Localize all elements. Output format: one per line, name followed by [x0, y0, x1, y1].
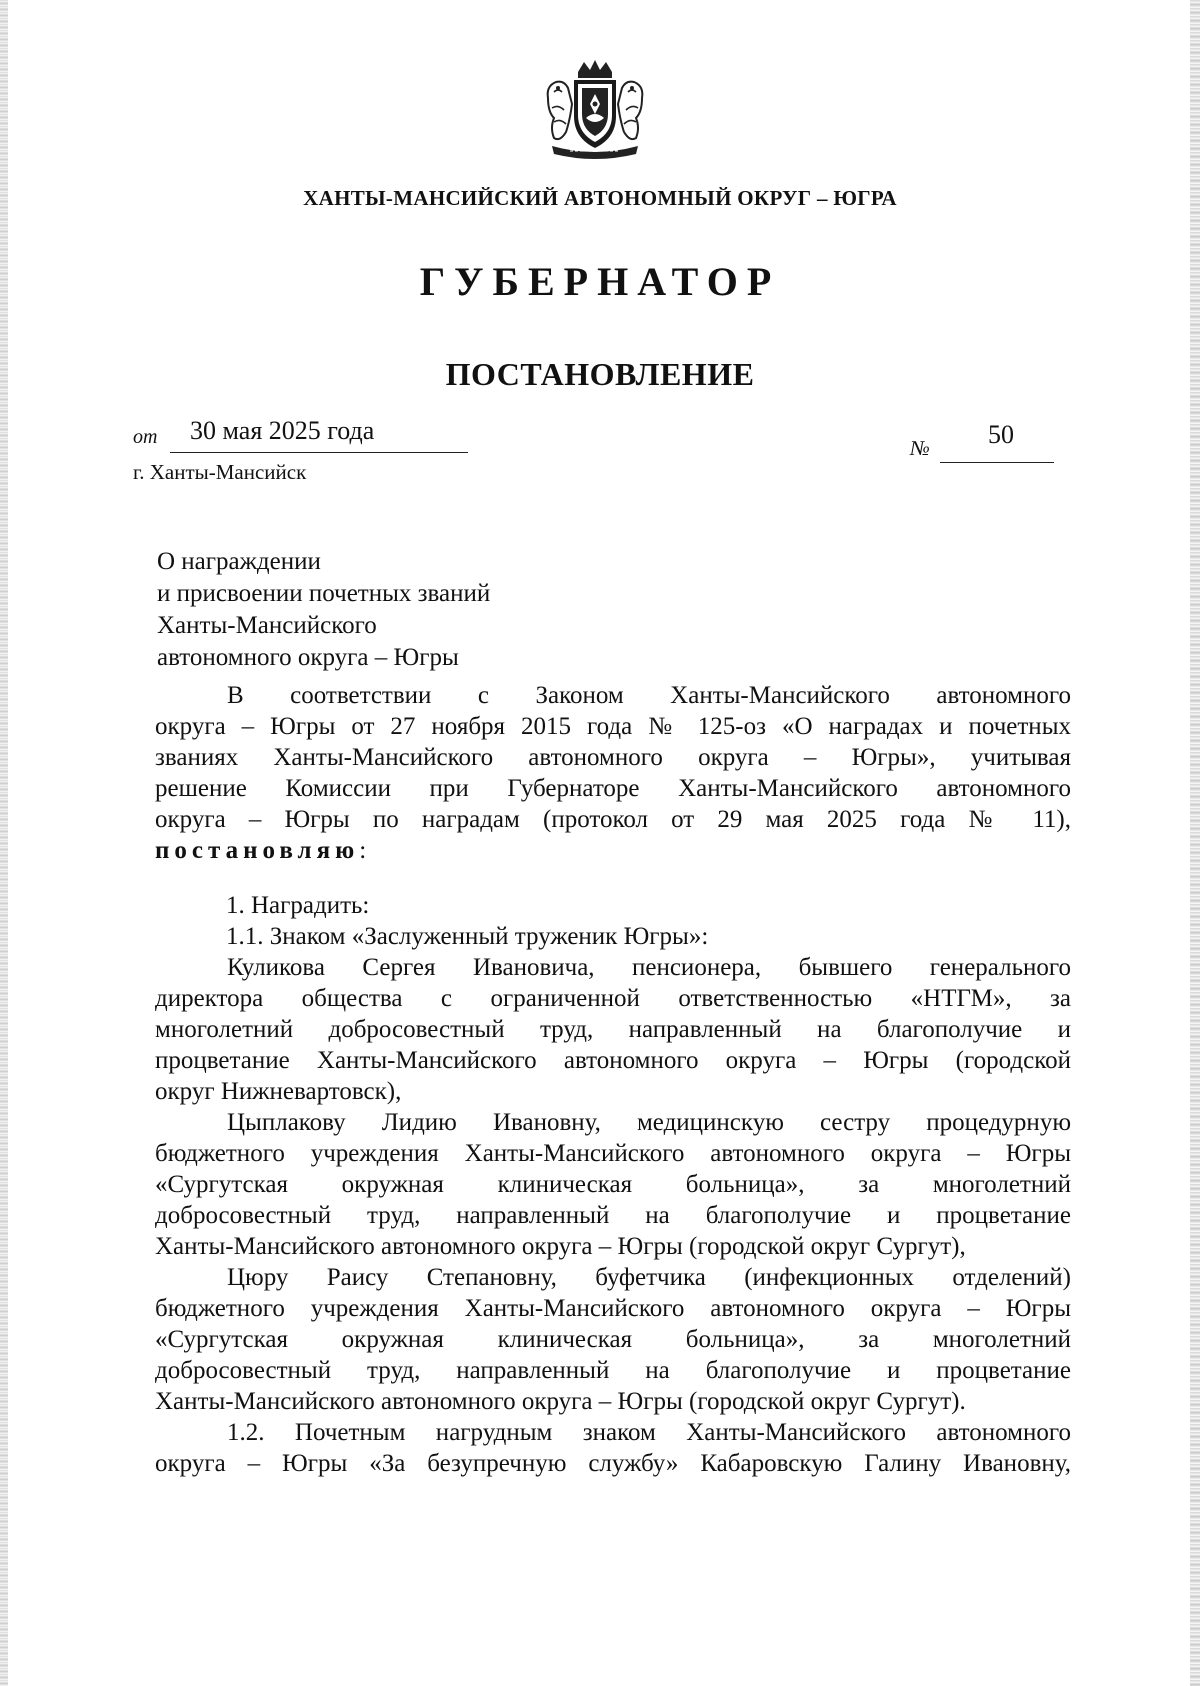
- decree-colon: :: [359, 837, 367, 864]
- preamble-line: званиях Ханты-Мансийского автономного округа – Югры», учитывая: [155, 744, 1071, 771]
- document-subject: [157, 546, 490, 674]
- number-prefix: №: [910, 436, 930, 460]
- coat-of-arms-emblem: [540, 58, 650, 162]
- paragraph-spacer: [155, 866, 1071, 890]
- preamble-line: округа – Югры по наградам (протокол от 29 мая 2025 года № 11),: [155, 806, 1071, 833]
- award-paragraph-line: «Сургутская окружная клиническая больница», за многолетний: [155, 1326, 1071, 1353]
- award-paragraph-line: многолетний добросовестный труд, направленный на благополучие и: [155, 1016, 1071, 1043]
- award-paragraph-line: Цюру Раису Степановну, буфетчика (инфекционных отделений): [227, 1264, 1071, 1291]
- scan-edge-left: [0, 0, 8, 1686]
- award-paragraph-line: процветание Ханты-Мансийского автономного округа – Югры (городской: [155, 1047, 1071, 1074]
- award-paragraph-line: добросовестный труд, направленный на благополучие и процветание: [155, 1202, 1071, 1229]
- award-paragraph-line: Ханты-Мансийского автономного округа – Югры (городской округ Сургут).: [155, 1388, 966, 1415]
- date-underline: [170, 452, 468, 453]
- number-underline: [940, 462, 1054, 463]
- city-name: г. Ханты-Мансийск: [133, 460, 307, 484]
- award-paragraph-line: директора общества с ограниченной ответственностью «НТГМ», за: [155, 985, 1071, 1012]
- subject-line: Ханты-Мансийского: [157, 612, 377, 639]
- award-paragraph-line: Ханты-Мансийского автономного округа – Югры (городской округ Сургут),: [155, 1233, 966, 1260]
- scan-edge-right: [1190, 0, 1200, 1686]
- award-paragraph-line: Цыплакову Лидию Ивановну, медицинскую сестру процедурную: [227, 1109, 1071, 1136]
- subject-line: автономного округа – Югры: [157, 644, 459, 671]
- date-prefix: от: [133, 426, 158, 448]
- preamble-line: округа – Югры от 27 ноября 2015 года № 125-оз «О наградах и почетных: [155, 713, 1071, 740]
- preamble-line: В соответствии с Законом Ханты-Мансийского автономного: [227, 682, 1071, 709]
- award-paragraph-line: добросовестный труд, направленный на благополучие и процветание: [155, 1357, 1071, 1384]
- item-1-heading: 1. Наградить:: [226, 892, 370, 919]
- item-1-1-heading: 1.1. Знаком «Заслуженный труженик Югры»:: [226, 923, 709, 950]
- decree-line: [155, 835, 1071, 866]
- region-title: ХАНТЫ-МАНСИЙСКИЙ АВТОНОМНЫЙ ОКРУГ – ЮГРА: [303, 186, 897, 210]
- item-1-2-line: 1.2. Почетным нагрудным знаком Ханты-Мансийского автономного: [227, 1419, 1071, 1446]
- award-paragraph-line: Куликова Сергея Ивановича, пенсионера, бывшего генерального: [227, 954, 1071, 981]
- authority-title: ГУБЕРНАТОР: [419, 259, 781, 304]
- document-type-title: ПОСТАНОВЛЕНИЕ: [445, 356, 755, 392]
- decree-word: постановляю: [155, 837, 360, 864]
- award-paragraph-line: «Сургутская окружная клиническая больница», за многолетний: [155, 1171, 1071, 1198]
- award-paragraph-line: округ Нижневартовск),: [155, 1078, 402, 1105]
- award-paragraph-line: бюджетного учреждения Ханты-Мансийского автономного округа – Югры: [155, 1295, 1071, 1322]
- subject-line: О награждении: [157, 548, 321, 575]
- document-body: [155, 680, 1071, 1479]
- item-1-2-line: округа – Югры «За безупречную службу» Кабаровскую Галину Ивановну,: [155, 1450, 1071, 1477]
- award-paragraph-line: бюджетного учреждения Ханты-Мансийского автономного округа – Югры: [155, 1140, 1071, 1167]
- document-date: 30 мая 2025 года: [190, 416, 375, 445]
- document-number: 50: [988, 420, 1014, 449]
- subject-line: и присвоении почетных званий: [157, 580, 491, 607]
- preamble-line: решение Комиссии при Губернаторе Ханты-Мансийского автономного: [155, 775, 1071, 802]
